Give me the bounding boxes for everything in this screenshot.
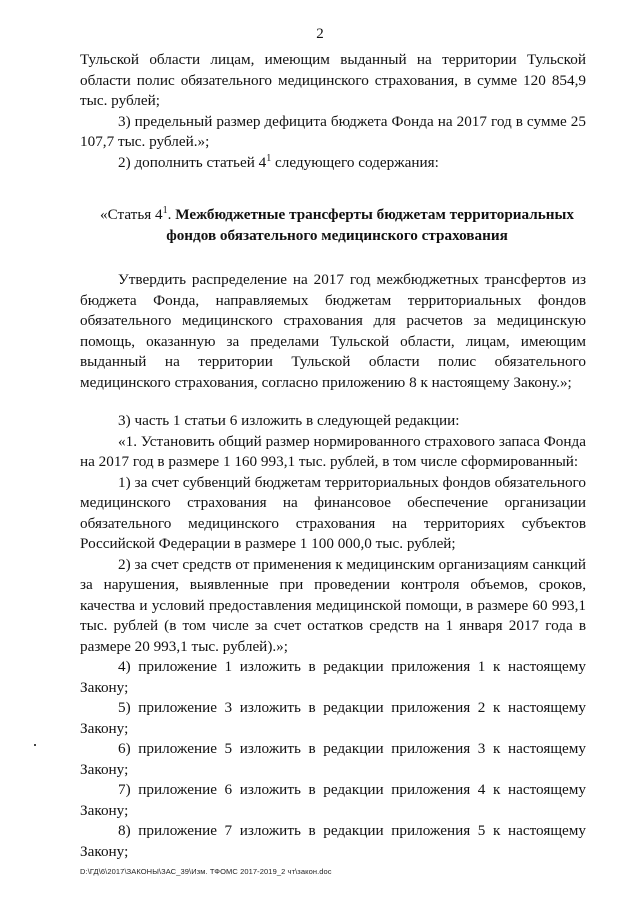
- list-item: 4) приложение 1 изложить в редакции приложения 1 к настоящему Закону;: [80, 658, 586, 696]
- list-item: 8) приложение 7 изложить в редакции приложения 5 к настоящему Закону;: [80, 822, 586, 860]
- scan-speck: [34, 744, 36, 746]
- add-article-tail: следующего содержания:: [271, 153, 439, 171]
- page-number: 2: [316, 26, 324, 42]
- list-item: 5) приложение 3 изложить в редакции приложения 2 к настоящему Закону;: [80, 699, 586, 737]
- file-path-footer: D:\ГД\6\2017\ЗАКОНЫ\ЗАС_39\Изм. ТФОМС 2017-2019_2 чт\закон.doc: [80, 867, 332, 876]
- paragraph-add-article: [80, 153, 586, 174]
- document-body: [80, 50, 586, 862]
- paragraph-reserve-subventions: 1) за счет субвенций бюджетам территориальных фондов обязательного медицинского страхования на финансовое обеспечение организации обязательного медицинского страхования на территориях субъектов Российской Федерации в размере 1 100 000,0 тыс. рублей;: [80, 473, 586, 552]
- paragraph-deficit: 3) предельный размер дефицита бюджета Фонда на 2017 год в сумме 25 107,7 тыс. рублей.»;: [80, 112, 586, 150]
- article-label: «Статья 4: [99, 206, 163, 223]
- paragraph-article-6: 3) часть 1 статьи 6 изложить в следующей редакции:: [118, 412, 460, 429]
- add-article-text: 2) дополнить статьей 4: [118, 153, 267, 171]
- list-item: 6) приложение 5 изложить в редакции приложения 3 к настоящему Закону;: [80, 740, 586, 778]
- paragraph-reserve-total: «1. Установить общий размер нормированного страхового запаса Фонда на 2017 год в размере 1 160 993,1 тыс. рублей, в том числе сформированный:: [80, 432, 586, 470]
- article-label-superscript: 1: [162, 204, 168, 216]
- article-heading: [80, 205, 586, 246]
- paragraph-approve-distribution: Утвердить распределение на 2017 год межбюджетных трансфертов из бюджета Фонда, направляемых бюджетам территориальных фондов обязательного медицинского страхования для расчетов за медицинскую помощь, оказанную за пределами Тульской области, лицам, имеющим выданный на территории Тульской области полис обязательного медицинского страхования, согласно приложению 8 к настоящему Закону.»;: [80, 271, 586, 391]
- add-article-superscript: 1: [266, 152, 272, 164]
- article-title: Межбюджетные трансферты бюджетам территориальных фондов обязательного медицинского страхования: [166, 206, 574, 244]
- list-item: 7) приложение 6 изложить в редакции приложения 4 к настоящему Закону;: [80, 781, 586, 819]
- paragraph-continuation: Тульской области лицам, имеющим выданный на территории Тульской области полис обязательного медицинского страхования, в сумме 120 854,9 тыс. рублей;: [80, 51, 586, 109]
- paragraph-reserve-sanctions: 2) за счет средств от применения к медицинским организациям санкций за нарушения, выявленные при проведении контроля объемов, сроков, качества и условий предоставления медицинской помощи, в размере 60 993,1 тыс. рублей (в том числе за счет остатков средств на 1 января 2017 года в размере 20 993,1 тыс. рублей).»;: [80, 555, 586, 655]
- article-label-dot: .: [167, 206, 176, 223]
